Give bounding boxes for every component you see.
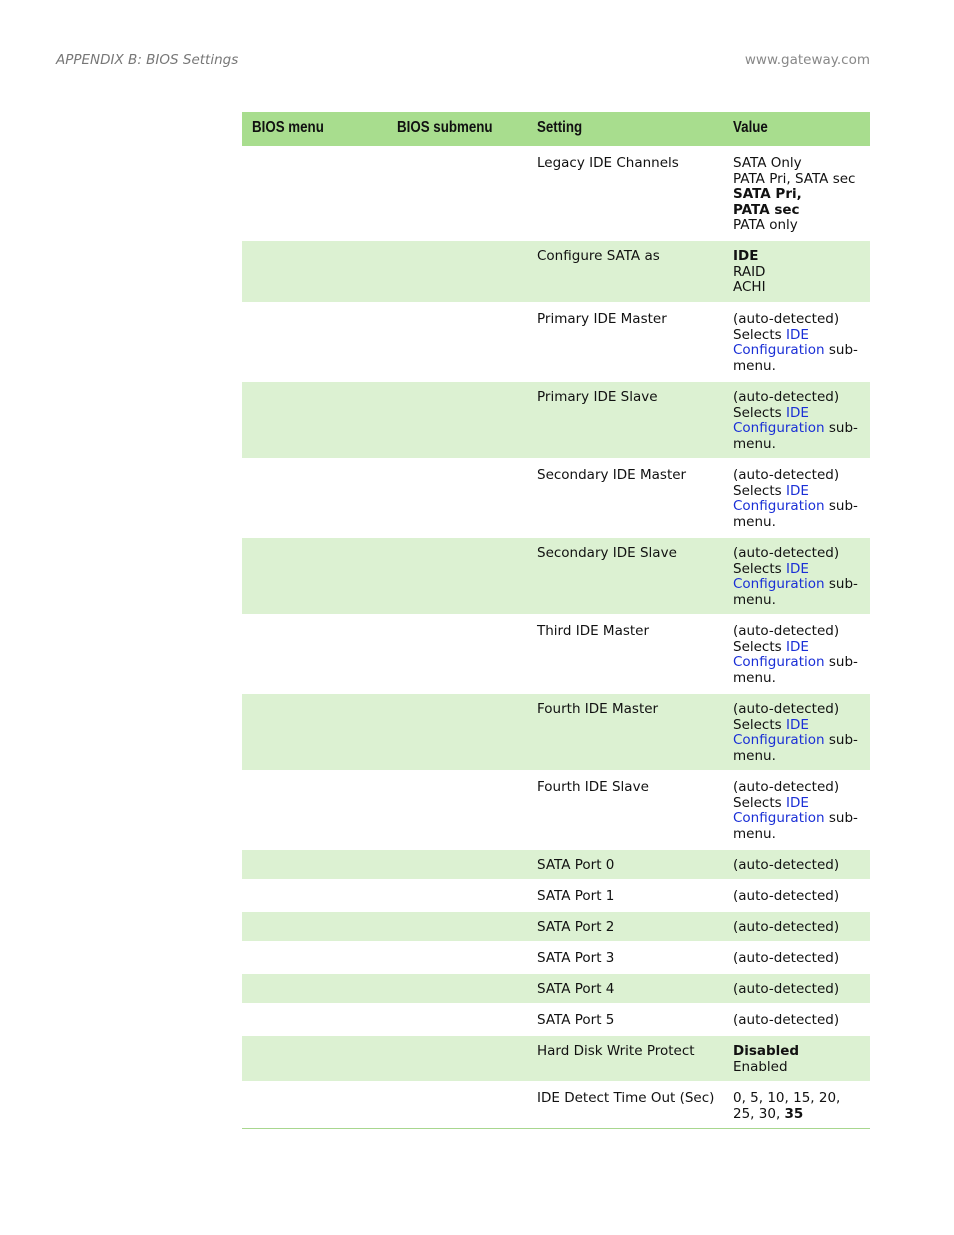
setting-name: IDE Detect Time Out (Sec) [537,1090,715,1106]
setting-values [733,624,863,686]
table-row [242,974,870,1005]
setting-name: Configure SATA as [537,248,660,264]
value-option: PATA Pri, SATA sec [733,170,856,187]
table-row [242,382,870,460]
table-row [242,304,870,382]
value-detected: (auto-detected) [733,311,840,327]
ide-configuration-link[interactable]: IDE Configuration [733,560,825,593]
ide-configuration-link[interactable]: IDE Configuration [733,482,825,515]
setting-name: Secondary IDE Slave [537,545,677,561]
value-option-default: IDE [733,248,759,264]
column-header-bios-menu: BIOS menu [252,119,324,136]
setting-values [733,312,863,374]
selects-text: Selects [733,482,782,499]
ide-configuration-link[interactable]: IDE Configuration [733,638,825,671]
table-row [242,1005,870,1036]
table-row [242,1083,870,1128]
setting-values [733,249,863,296]
page-header-url: www.gateway.com [744,52,870,68]
setting-values [733,780,863,842]
value-option: SATA Only [733,155,802,171]
selects-text: Selects [733,326,782,343]
value-detected: (auto-detected) [733,701,840,717]
submenu-text: sub-menu. [733,576,858,608]
setting-value: (auto-detected) [733,950,840,966]
setting-name: SATA Port 5 [537,1012,615,1028]
table-row [242,460,870,538]
selects-text: Selects [733,638,782,655]
value-selects [733,484,863,531]
table-row [242,1036,870,1083]
value-option: Enabled [733,1058,788,1075]
table-row [242,241,870,304]
setting-values [733,390,863,452]
value-selects [733,796,863,843]
setting-name: Secondary IDE Master [537,467,687,483]
setting-name: Hard Disk Write Protect [537,1043,695,1059]
setting-values [733,156,863,234]
setting-name: SATA Port 3 [537,950,615,966]
table-row [242,694,870,772]
setting-values [733,1044,863,1075]
ide-configuration-link[interactable]: IDE Configuration [733,404,825,437]
setting-value: (auto-detected) [733,857,840,873]
table-row [242,850,870,881]
ide-configuration-link[interactable]: IDE Configuration [733,716,825,749]
table-header-row [242,112,870,148]
bios-settings-table [242,112,870,1129]
value-selects [733,406,863,453]
table-row [242,772,870,850]
value-selects [733,328,863,375]
table-row [242,881,870,912]
value-option: ACHI [733,279,766,296]
selects-text: Selects [733,716,782,733]
setting-name: Third IDE Master [537,623,650,639]
page-header-section: APPENDIX B: BIOS Settings [56,52,239,68]
selects-text: Selects [733,560,782,577]
selects-text: Selects [733,794,782,811]
setting-values [733,1091,863,1122]
table-row [242,538,870,616]
value-options-list: 0, 5, 10, 15, 20, 25, 30, [733,1090,841,1122]
setting-name: Fourth IDE Slave [537,779,649,795]
submenu-text: sub-menu. [733,654,858,686]
value-option-default: Disabled [733,1043,800,1059]
setting-value: (auto-detected) [733,981,840,997]
value-option: RAID [733,263,766,280]
value-detected: (auto-detected) [733,389,840,405]
setting-values [733,702,863,764]
submenu-text: sub-menu. [733,420,858,452]
value-selects [733,562,863,609]
setting-name: Fourth IDE Master [537,701,659,717]
setting-name: SATA Port 0 [537,857,615,873]
table-row [242,912,870,943]
column-header-bios-submenu: BIOS submenu [397,119,493,136]
setting-name: Legacy IDE Channels [537,155,679,171]
submenu-text: sub-menu. [733,810,858,842]
value-detected: (auto-detected) [733,467,840,483]
setting-value: (auto-detected) [733,919,840,935]
ide-configuration-link[interactable]: IDE Configuration [733,326,825,359]
value-selects [733,640,863,687]
ide-configuration-link[interactable]: IDE Configuration [733,794,825,827]
setting-name: Primary IDE Slave [537,389,658,405]
column-header-value: Value [733,119,768,136]
value-option-default: 35 [784,1105,804,1122]
table-row [242,148,870,241]
selects-text: Selects [733,404,782,421]
submenu-text: sub-menu. [733,732,858,764]
setting-value: (auto-detected) [733,888,840,904]
setting-value: (auto-detected) [733,1012,840,1028]
submenu-text: sub-menu. [733,342,858,374]
setting-values [733,468,863,530]
column-header-setting: Setting [537,119,583,136]
value-detected: (auto-detected) [733,545,840,561]
value-detected: (auto-detected) [733,779,840,795]
setting-values [733,546,863,608]
setting-name: SATA Port 4 [537,981,615,997]
table-row [242,943,870,974]
value-option-default: SATA Pri, PATA sec [733,186,802,218]
setting-name: SATA Port 1 [537,888,615,904]
table-row [242,616,870,694]
value-option: PATA only [733,217,798,234]
setting-name: SATA Port 2 [537,919,615,935]
setting-name: Primary IDE Master [537,311,667,327]
value-detected: (auto-detected) [733,623,840,639]
submenu-text: sub-menu. [733,498,858,530]
value-selects [733,718,863,765]
